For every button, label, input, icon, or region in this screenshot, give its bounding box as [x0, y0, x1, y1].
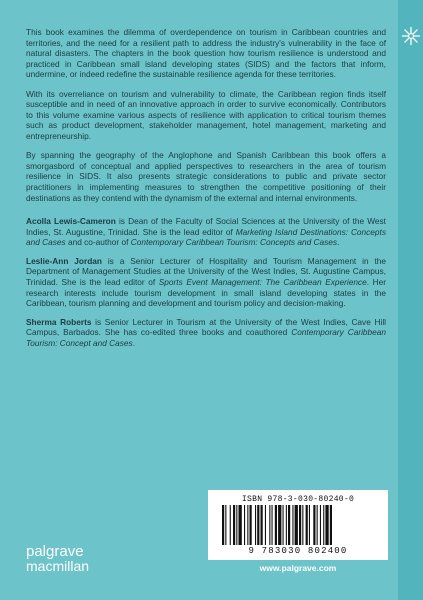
barcode-bar	[225, 505, 226, 545]
barcode-bar	[244, 505, 245, 545]
barcode-bar	[261, 505, 263, 545]
barcode-bar	[247, 505, 248, 545]
isbn-label: ISBN 978-3-030-80240-0	[241, 495, 355, 504]
barcode-bar	[236, 505, 237, 545]
publisher-name-line-1: palgrave	[26, 543, 84, 560]
book-title: Sports Event Management: The Caribbean Experience	[158, 277, 367, 288]
book-title: Marketing Island Destinations: Concepts and Cases	[26, 226, 386, 248]
barcode-bar	[320, 505, 321, 545]
barcode-bar	[222, 505, 224, 545]
barcode-bar	[233, 505, 235, 545]
barcode-bar	[278, 505, 281, 545]
barcode-bar	[265, 505, 266, 545]
barcode-digits: 9 783030 802400	[248, 546, 348, 556]
bio-acolla-lewis-cameron: Acolla Lewis-Cameron is Dean of the Faculty of Social Sciences at the University of the West Indies, St. Augustine, Trinidad. She is the lead editor of Marketing Island Destinations: Concepts and Cases and co-author of Contemporary Caribbean Tourism: Concepts and Cases.	[26, 216, 386, 248]
bio-sherma-roberts: Sherma Roberts is Senior Lecturer in Tourism at the University of the West Indies, Cave Hill Campus, Barbados. She has co-edited three books and coauthored Contemporary Caribbean Tourism: Concept and Cases.	[26, 316, 387, 349]
blurb-paragraph-3: By spanning the geography of the Anglophone and Spanish Caribbean this book offers a smorgasbord of conceptual and applied perspectives to researchers in the area of tourism resilience in SIDS. It also presents strategic considerations to public and private sector practitioners in implementing measures to strengthen the competitive positioning of their destinations as they contend with the dynamism of the external and internal environments.	[26, 150, 386, 203]
barcode-bar	[295, 505, 298, 545]
book-title: Contemporary Caribbean Tourism: Concept and Cases	[26, 327, 386, 349]
author-name: Acolla Lewis-Cameron	[26, 216, 116, 227]
barcode-bars	[222, 505, 374, 545]
publisher-name-line-2: macmillan	[26, 558, 90, 574]
barcode-bar	[239, 505, 242, 545]
blurb-text	[26, 27, 386, 357]
barcode-bar	[269, 505, 270, 545]
publisher-logo	[26, 545, 89, 573]
author-name: Leslie-Ann Jordan	[26, 255, 102, 266]
barcode-bar	[292, 505, 293, 545]
spine-strip	[398, 0, 423, 600]
barcode-bar	[325, 505, 328, 545]
barcode-bar	[330, 505, 332, 545]
barcode-bar	[283, 505, 284, 545]
barcode-bar	[257, 505, 259, 545]
bio-leslie-ann-jordan: Leslie-Ann Jordan is a Senior Lecturer of Hospitality and Tourism Management in the Department of Management Studies at the University of the West Indies, St. Augustine Campus, Trinidad. She is the lead editor of Sports Event Management: The Caribbean Experience. Her research interests include tourism development in small island developing states in the Caribbean, tourism planning and development and tourism policy and decision-making.	[26, 255, 386, 309]
barcode-bar	[275, 505, 277, 545]
book-title: Contemporary Caribbean Tourism: Concepts and Cases	[130, 237, 338, 248]
author-name: Sherma Roberts	[26, 316, 92, 327]
barcode-bar	[250, 505, 252, 545]
isbn-barcode	[208, 490, 388, 560]
blurb-paragraph-1: This book examines the dilemma of overdependence on tourism in Caribbean countries and territories, and the need for a resilient path to address the industry's vulnerability in the face of natural disasters. The chapters in the book question how tourism resilience is understood and practiced in Caribbean small island developing states (SIDS) and the factors that inform, undermine, or indeed redefine the sustainable resilience agenda for these territories.	[26, 27, 386, 80]
barcode-bar	[286, 505, 287, 545]
barcode-bar	[309, 505, 310, 545]
barcode-bar	[306, 505, 308, 545]
barcode-bar	[255, 505, 256, 545]
palgrave-star-logo-icon	[401, 26, 421, 46]
barcode-bar	[302, 505, 303, 545]
barcode-bar	[288, 505, 290, 545]
barcode-bar	[313, 505, 315, 545]
barcode-bar	[299, 505, 301, 545]
barcode-bar	[272, 505, 273, 545]
barcode-bar	[323, 505, 324, 545]
barcode-bar	[230, 505, 231, 545]
publisher-url: www.palgrave.com	[259, 563, 337, 573]
blurb-paragraph-2: With its overreliance on tourism and vulnerability to climate, the Caribbean region finds itself susceptible and in need of an innovative approach in order to survive economically. Contributors to this volume examine various aspects of resilience with application to critical tourism themes such as product development, stakeholder management, hotel management, marketing and entrepreneurship.	[26, 88, 386, 141]
barcode-bar	[317, 505, 318, 545]
